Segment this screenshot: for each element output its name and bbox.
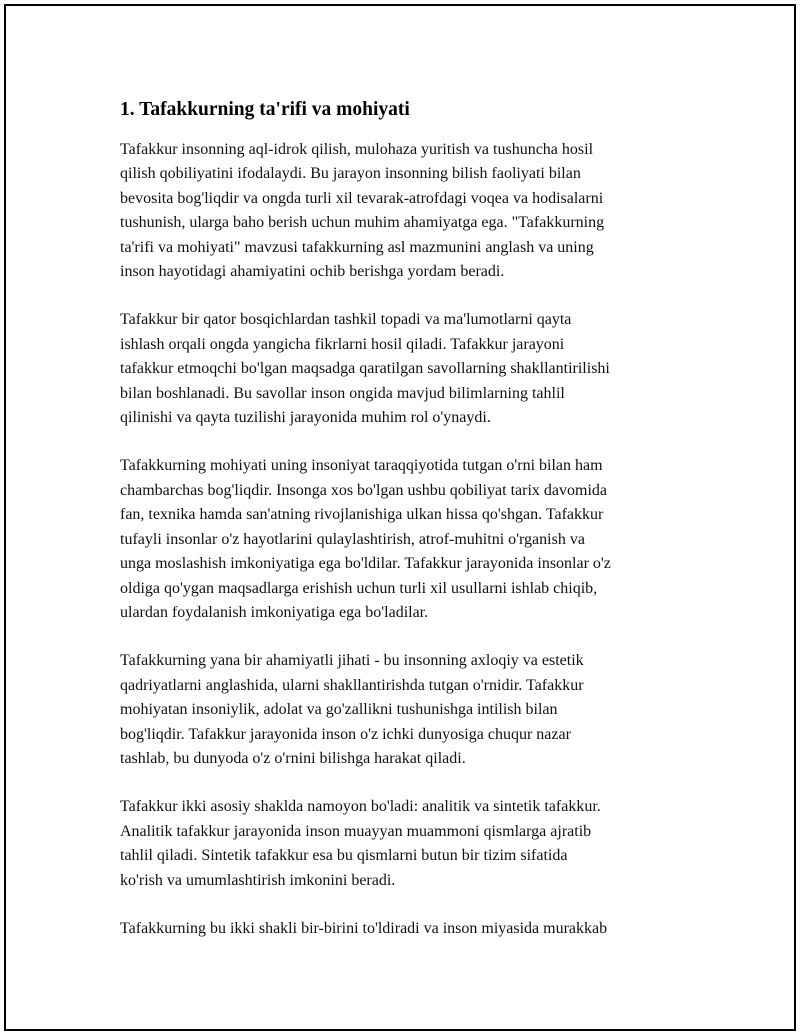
paragraph-line: Tafakkur insonning aql-idrok qilish, mulohaza yuritish va tushuncha hosil	[120, 141, 594, 158]
paragraph	[120, 138, 700, 284]
paragraph-line: oldiga qo'ygan maqsadlarga erishish uchun turli xil usullarni ishlab chiqib,	[120, 579, 598, 597]
paragraph-line: inson hayotidagi ahamiyatini ochib berishga yordam beradi.	[120, 263, 505, 281]
page-frame	[4, 4, 796, 1031]
paragraph-line: qilish qobiliyatini ifodalaydi. Bu jarayon insonning bilish faoliyati bilan	[120, 165, 581, 183]
paragraph-line: tushunish, ularga baho berish uchun muhim ahamiyatga ega. "Tafakkurning	[120, 214, 605, 232]
paragraph-line: tahlil qiladi. Sintetik tafakkur esa bu qismlarni butun bir tizim sifatida	[120, 847, 568, 865]
paragraph-line: tafakkur etmoqchi bo'lgan maqsadga qaratilgan savollarning shakllantirilishi	[120, 360, 610, 378]
paragraph-line: tashlab, bu dunyoda o'z o'rnini bilishga harakat qiladi.	[120, 749, 466, 767]
paragraph-line: mohiyatan insoniylik, adolat va go'zallikni tushunishga intilish bilan	[120, 701, 558, 719]
paragraph-line: ko'rish va umumlashtirish imkonini beradi.	[120, 871, 396, 889]
paragraph	[120, 917, 700, 941]
paragraph-line: Tafakkur bir qator bosqichlardan tashkil topadi va ma'lumotlarni qayta	[120, 311, 572, 329]
paragraph-line: fan, texnika hamda san'atning rivojlanishiga ulkan hissa qo'shgan. Tafakkur	[120, 506, 604, 524]
paragraph-line: Tafakkurning mohiyati uning insoniyat taraqqiyotida tutgan o'rni bilan ham	[120, 457, 603, 475]
paragraph-line: ulardan foydalanish imkoniyatiga ega bo'ladilar.	[120, 603, 429, 621]
paragraph-line: bevosita bog'liqdir va ongda turli xil tevarak-atrofdagi voqea va hodisalarni	[120, 189, 604, 207]
paragraph-line: bog'liqdir. Tafakkur jarayonida inson o'z ichki dunyosiga chuqur nazar	[120, 725, 571, 743]
paragraph-line: qilinishi va qayta tuzilishi jarayonida muhim rol o'ynaydi.	[120, 409, 491, 427]
paragraph-line: Tafakkurning yana bir ahamiyatli jihati - bu insonning axloqiy va estetik	[120, 652, 584, 670]
paragraph-line: tufayli insonlar o'z hayotlarini qulaylashtirish, atrof-muhitni o'rganish va	[120, 530, 585, 548]
paragraph-line: bilan boshlanadi. Bu savollar inson ongida mavjud bilimlarning tahlil	[120, 384, 565, 402]
paragraph-line: qadriyatlarni anglashida, ularni shakllantirishda tutgan o'rnidir. Tafakkur	[120, 676, 584, 694]
paragraph-line: ishlash orqali ongda yangicha fikrlarni hosil qiladi. Tafakkur jarayoni	[120, 335, 565, 353]
paragraph-line: Tafakkur ikki asosiy shaklda namoyon bo'ladi: analitik va sintetik tafakkur.	[120, 798, 601, 816]
paragraph-line: ta'rifi va mohiyati" mavzusi tafakkurning asl mazmunini anglash va uning	[120, 238, 594, 256]
paragraph	[120, 454, 700, 625]
paragraph-list	[120, 138, 700, 941]
paragraph	[120, 795, 700, 893]
paragraph-line: unga moslashish imkoniyatiga ega bo'ldilar. Tafakkur jarayonida insonlar o'z	[120, 555, 611, 573]
paragraph-line: chambarchas bog'liqdir. Insonga xos bo'lgan ushbu qobiliyat tarix davomida	[120, 481, 608, 499]
paragraph	[120, 649, 700, 771]
document-body	[120, 96, 700, 965]
paragraph-line: Tafakkurning bu ikki shakli bir-birini to'ldiradi va inson miyasida murakkab	[120, 919, 608, 937]
paragraph	[120, 308, 700, 430]
paragraph-line: Analitik tafakkur jarayonida inson muayyan muammoni qismlarga ajratib	[120, 822, 592, 840]
section-heading: 1. Tafakkurning ta'rifi va mohiyati	[120, 99, 410, 120]
